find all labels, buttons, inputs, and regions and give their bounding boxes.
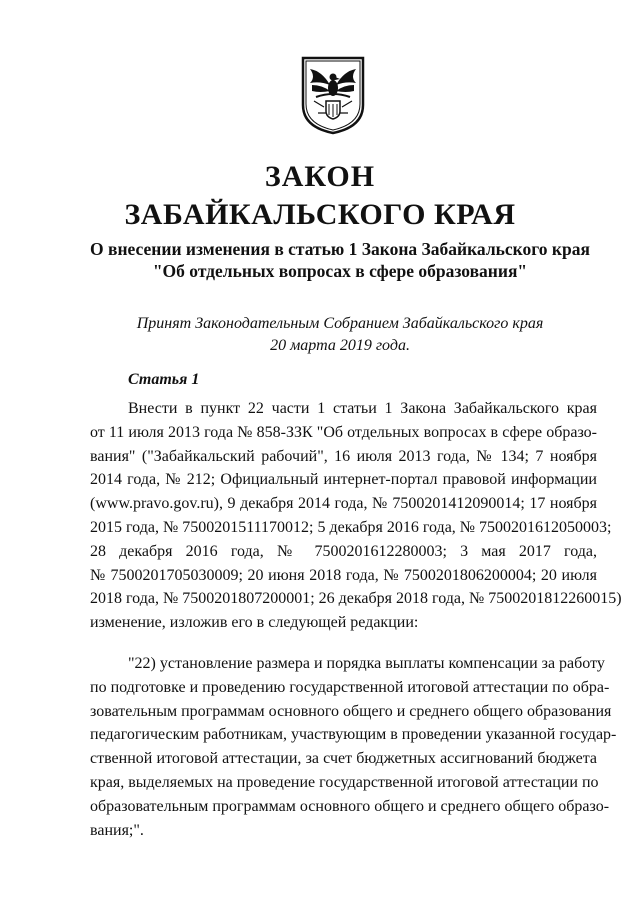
text-line: 28 декабря 2016 года, № 7500201612280003; 3 мая 2017 года, — [90, 542, 597, 560]
article-paragraph-2 — [90, 652, 617, 842]
text-line: образовательным программам основного общего и среднего общего образо- — [90, 797, 610, 815]
text-line: зовательным программам основного общего и среднего общего образования — [90, 702, 612, 720]
text-line: № 7500201705030009; 20 июня 2018 года, № 7500201806200004; 20 июля — [90, 566, 597, 584]
text-line: края, выделяемых на проведение государственной итоговой аттестации по — [90, 773, 599, 791]
text-line: Внести в пункт 22 части 1 статьи 1 Закона Забайкальского края — [128, 400, 597, 417]
document-type-title: ЗАКОН — [264, 160, 376, 193]
adoption-line: Принят Законодательным Собранием Забайкальского края — [136, 315, 544, 332]
adoption-note — [0, 313, 640, 357]
article-paragraph-1 — [90, 397, 622, 635]
text-line: 2018 года, № 7500201807200001; 26 декабря 2018 года, № 7500201812260015) — [90, 590, 622, 608]
text-line: вания;". — [90, 821, 144, 839]
subtitle-line: О внесении изменения в статью 1 Закона Забайкальского края — [90, 239, 590, 259]
document-region-title: ЗАБАЙКАЛЬСКОГО КРАЯ — [124, 198, 516, 231]
document-subtitle — [0, 238, 640, 282]
text-line: по подготовке и проведению государственной итоговой аттестации по обра- — [90, 678, 610, 696]
text-line: 2015 года, № 7500201511170012; 5 декабря 2016 года, № 7500201612050003; — [90, 518, 612, 536]
text-line: изменение, изложив его в следующей редакции: — [90, 614, 419, 632]
text-line: 2014 года, № 212; Официальный интернет-портал правовой информации — [90, 471, 597, 489]
text-line: (www.pravo.gov.ru), 9 декабря 2014 года, № 7500201412090014; 17 ноября — [90, 495, 597, 513]
article-heading: Статья 1 — [128, 371, 200, 388]
adoption-date: 20 марта 2019 года. — [270, 337, 410, 354]
text-line: от 11 июля 2013 года № 858-ЗЗК "Об отдельных вопросах в сфере образо- — [90, 423, 597, 441]
coat-of-arms-icon — [300, 55, 366, 135]
text-line: ственной итоговой аттестации, за счет бюджетных ассигнований бюджета — [90, 750, 597, 768]
subtitle-line: "Об отдельных вопросах в сфере образования" — [152, 261, 528, 281]
text-line: "22) установление размера и порядка выплаты компенсации за работу — [128, 655, 605, 672]
text-line: вания" ("Забайкальский рабочий", 16 июля 2013 года, № 134; 7 ноября — [90, 447, 597, 465]
text-line: педагогическим работникам, участвующим в проведении указанной государ- — [90, 726, 617, 744]
